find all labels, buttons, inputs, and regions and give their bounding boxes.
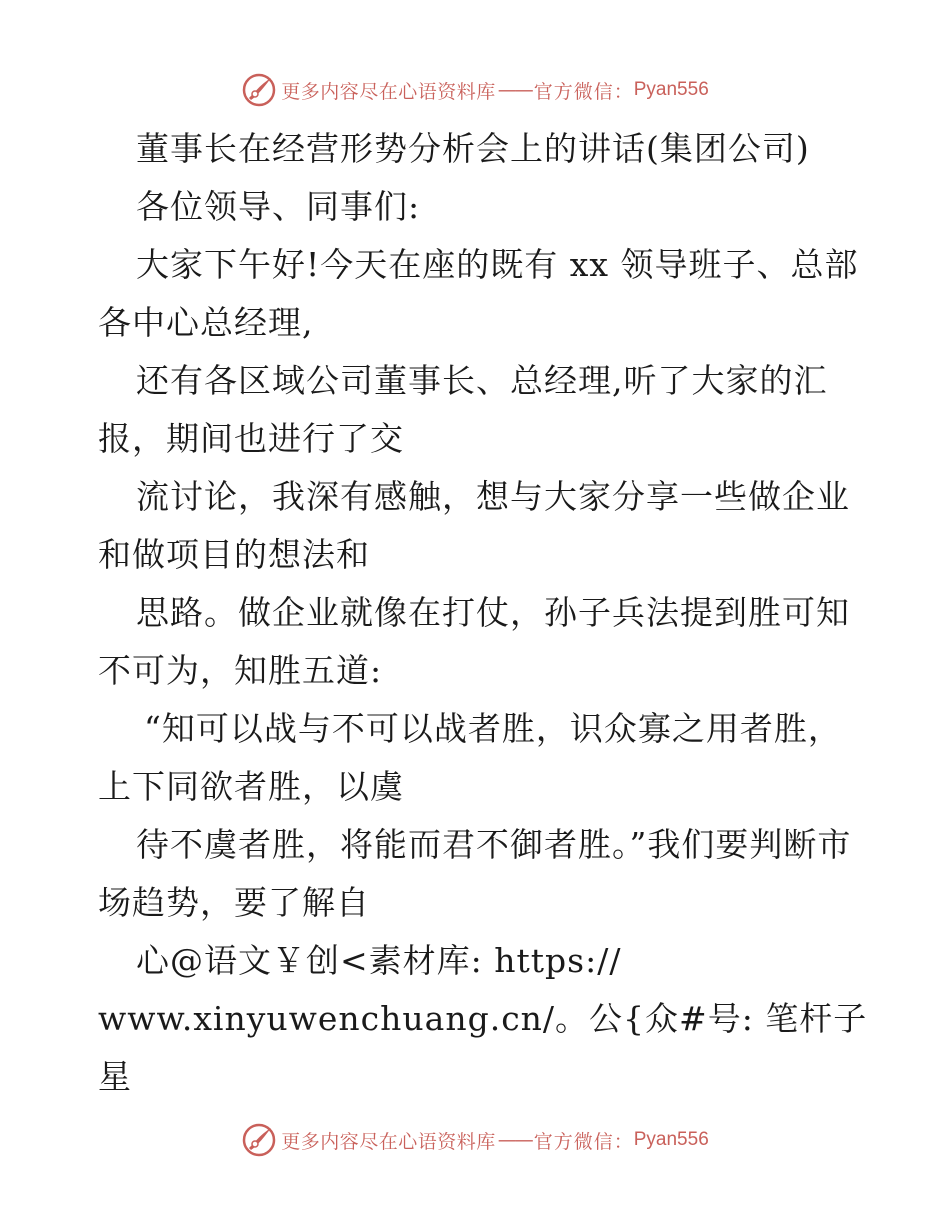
paragraph: 流讨论，我深有感触，想与大家分享一些做企业和做项目的想法和	[98, 477, 850, 574]
banner-text: 更多内容尽在心语资料库	[281, 1130, 496, 1153]
quote-paragraph: “知可以战与不可以战者胜，识众寡之用者胜，上下同欲者胜，以虞	[98, 709, 842, 806]
salutation: 各位领导、同事们:	[136, 187, 421, 226]
document-title: 董事长在经营形势分析会上的讲话(集团公司)	[136, 129, 810, 168]
paragraph: 还有各区域公司董事长、总经理,听了大家的汇报，期间也进行了交	[98, 361, 828, 458]
banner-text: 更多内容尽在心语资料库	[281, 80, 496, 103]
quill-logo-icon	[241, 1122, 277, 1158]
banner-separator: ——	[497, 79, 532, 101]
document-body	[98, 120, 868, 1106]
watermark-line: 心@语文￥创<素材库: https://	[136, 941, 622, 980]
header-banner	[0, 70, 950, 110]
quill-logo-icon	[241, 72, 277, 108]
banner-separator: ——	[497, 1129, 532, 1151]
banner-wechat-id: Pyan556	[633, 1129, 709, 1150]
watermark-url-line: www.xinyuwenchuang.cn/。公{众#号: 笔杆子星	[98, 999, 868, 1096]
banner-wechat-label: 官方微信：	[533, 1130, 634, 1153]
paragraph: 待不虞者胜，将能而君不御者胜。”我们要判断市场趋势，要了解自	[98, 825, 852, 922]
footer-banner	[0, 1120, 950, 1160]
banner-wechat-id: Pyan556	[633, 79, 709, 100]
paragraph: 大家下午好!今天在座的既有 xx 领导班子、总部各中心总经理,	[98, 245, 859, 342]
banner-wechat-label: 官方微信：	[533, 80, 634, 103]
paragraph: 思路。做企业就像在打仗，孙子兵法提到胜可知不可为，知胜五道:	[98, 593, 850, 690]
